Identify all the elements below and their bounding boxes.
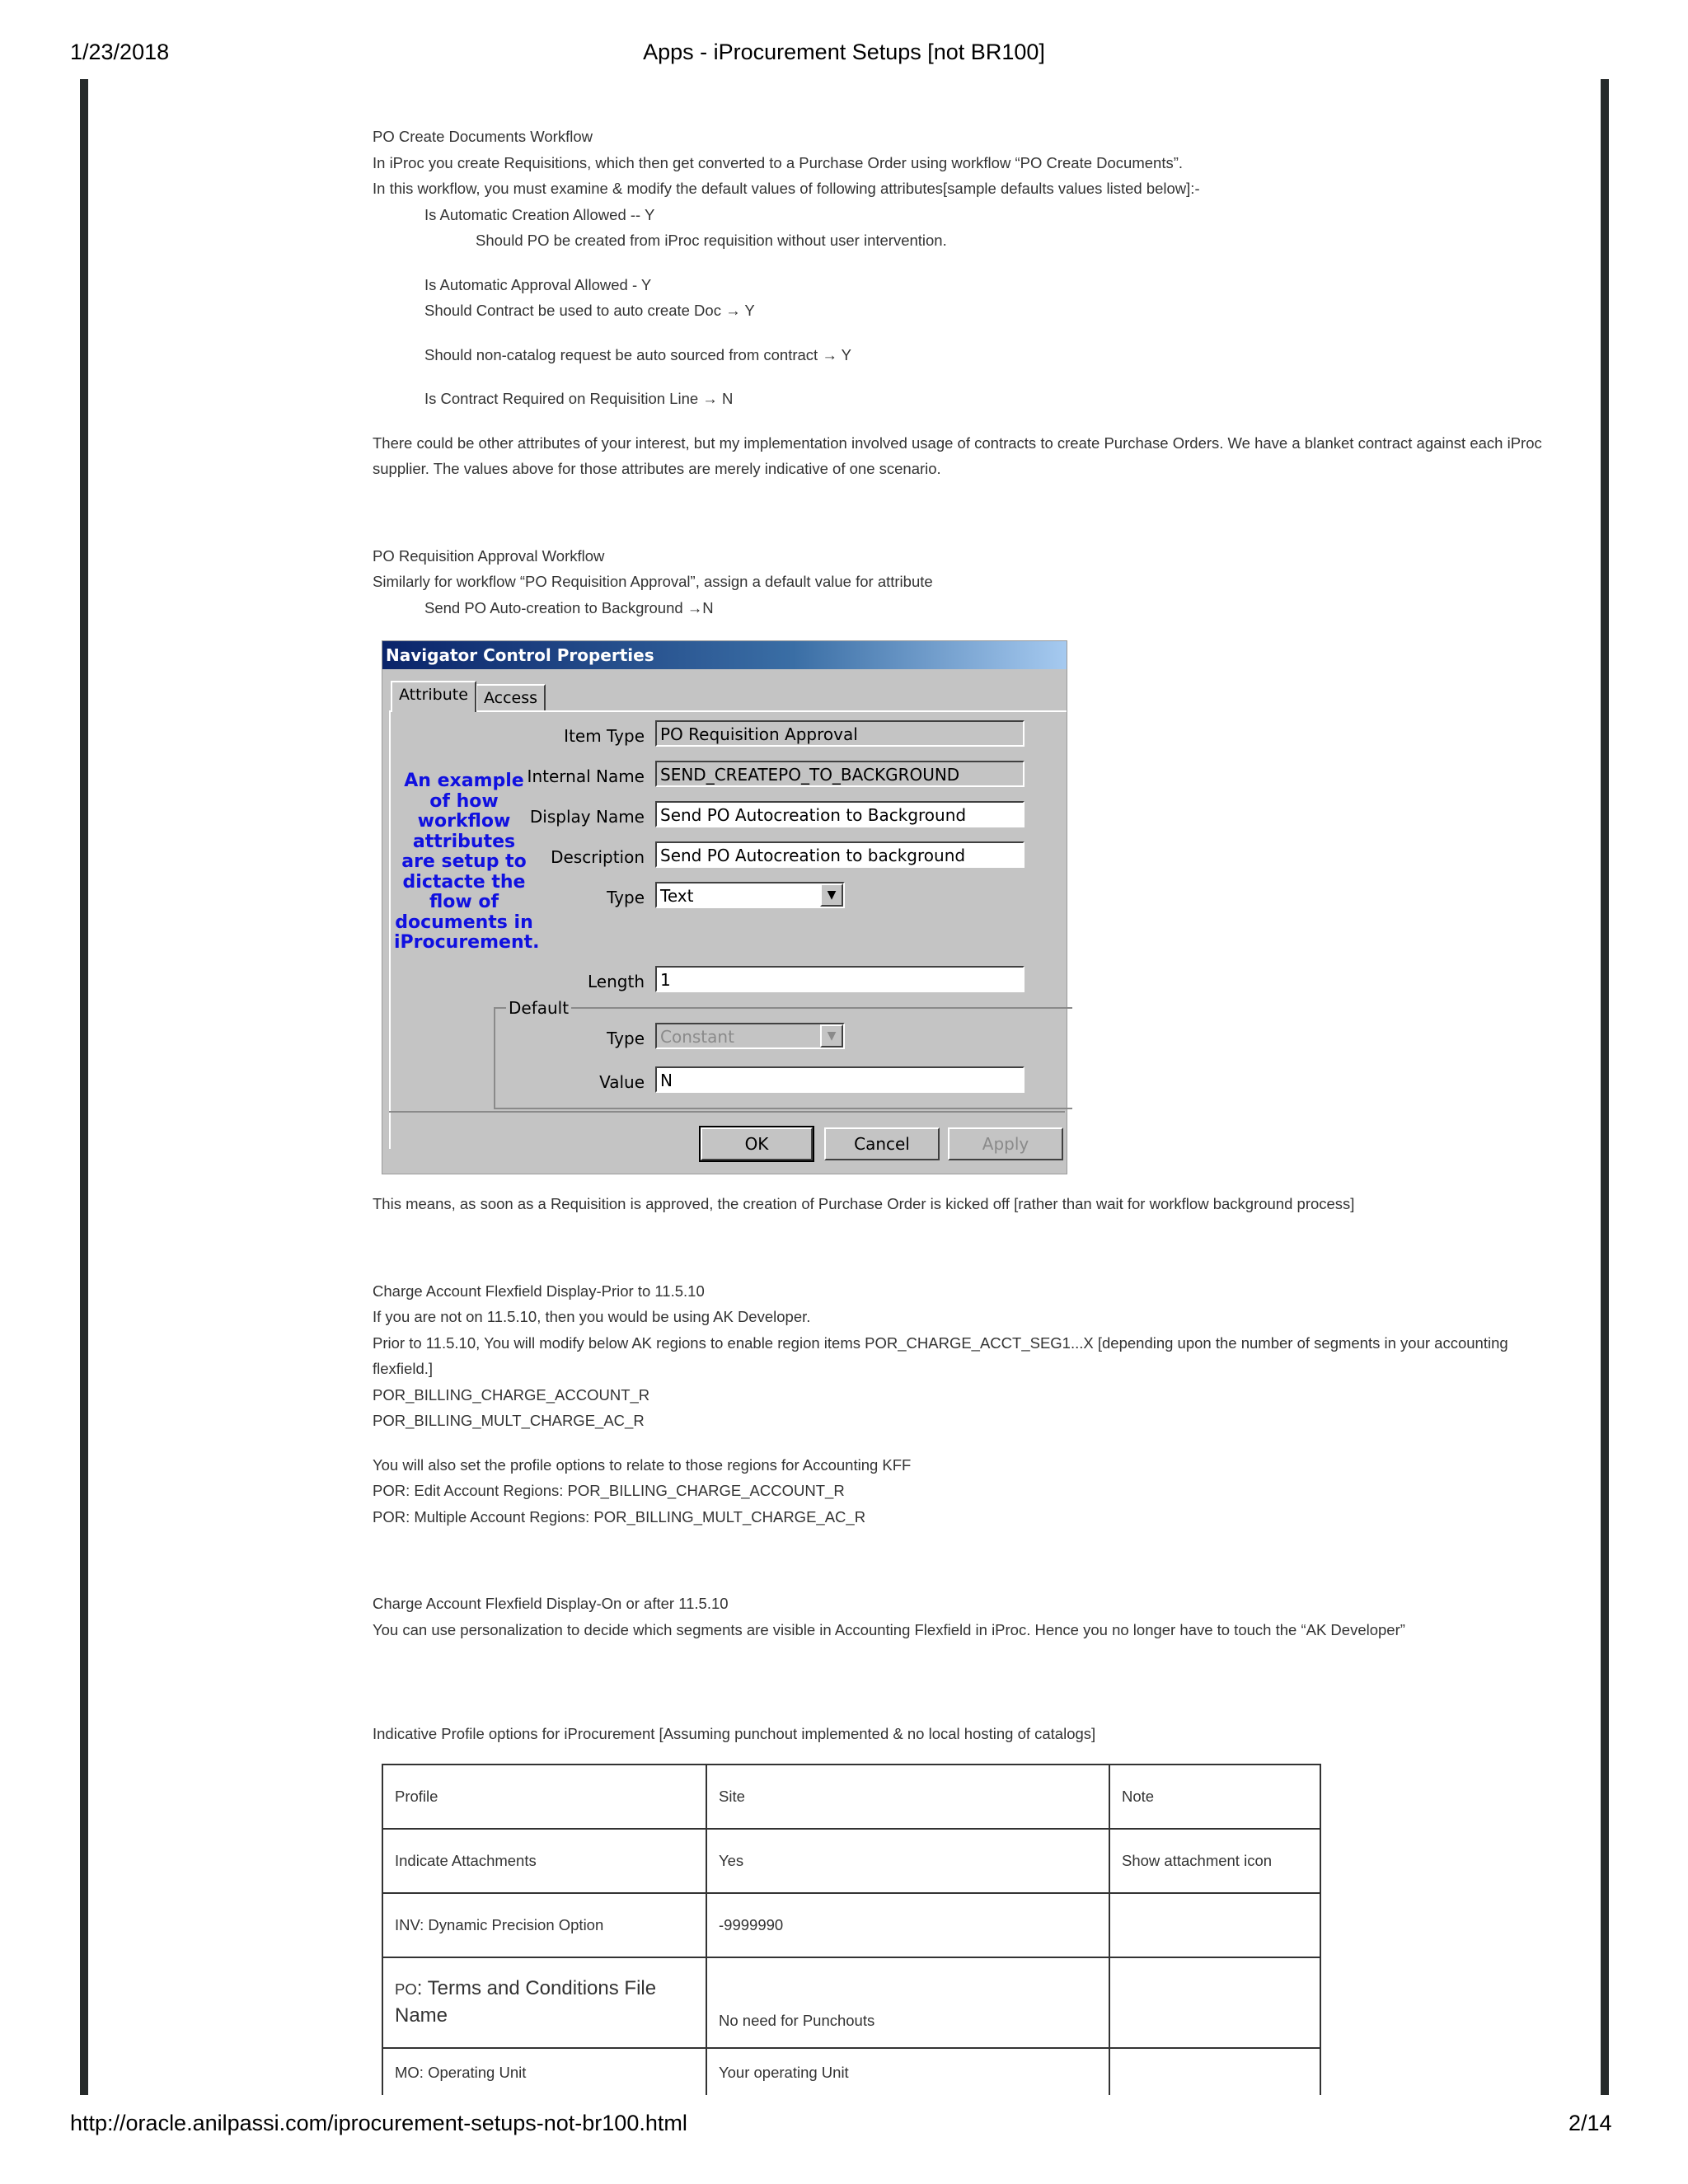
table-cell: Yes bbox=[706, 1829, 1109, 1893]
paragraph: This means, as soon as a Requisition is approved, the creation of Purchase Order is kicked off [rather than wait for workflow background process] bbox=[373, 1195, 1355, 1212]
profile-options-note: [Assuming punchout implemented & no local hosting of catalogs] bbox=[654, 1725, 1096, 1742]
internal-name-field[interactable]: SEND_CREATEPO_TO_BACKGROUND bbox=[655, 761, 1025, 787]
paragraph: Similarly for workflow “PO Requisition Approval”, assign a default value for attribute bbox=[373, 573, 933, 590]
default-group-label: Default bbox=[506, 996, 571, 1022]
default-value-label: Value bbox=[599, 1072, 645, 1092]
paragraph: Prior to 11.5.10, You will modify below AK regions to enable region items POR_CHARGE_ACCT_SEG1...X [depending upon the number of segments in your accounting flexfield.] bbox=[373, 1333, 1508, 1377]
table-cell: INV: Dynamic Precision Option bbox=[382, 1893, 706, 1957]
dialog-title: Navigator Control Properties bbox=[382, 641, 1067, 669]
table-cell: Indicate Attachments bbox=[382, 1829, 706, 1893]
section-heading-profile-options bbox=[373, 1721, 1543, 1747]
default-value-field[interactable]: N bbox=[655, 1066, 1025, 1093]
region-name: POR_BILLING_MULT_CHARGE_AC_R bbox=[373, 1412, 645, 1429]
section-heading-po-create-documents: PO Create Documents Workflow bbox=[373, 128, 593, 145]
table-row bbox=[382, 1829, 1320, 1893]
header-date: 1/23/2018 bbox=[70, 40, 170, 64]
paragraph: You can use personalization to decide which segments are visible in Accounting Flexfield in iProc. Hence you no longer have to touch the “AK Developer” bbox=[373, 1620, 1405, 1638]
attribute-line: Is Automatic Creation Allowed -- Y bbox=[424, 205, 655, 223]
attribute-note: Should PO be created from iProc requisition without user intervention. bbox=[476, 232, 947, 249]
tab-access[interactable]: Access bbox=[476, 684, 546, 710]
profile-prefix: PO bbox=[395, 1980, 417, 1998]
apply-button[interactable]: Apply bbox=[948, 1127, 1063, 1160]
table-header: Profile bbox=[382, 1765, 706, 1829]
table-cell bbox=[1109, 2048, 1320, 2097]
section-heading-po-requisition-approval: PO Requisition Approval Workflow bbox=[373, 546, 605, 565]
description-field[interactable]: Send PO Autocreation to background bbox=[655, 841, 1025, 868]
cancel-button[interactable]: Cancel bbox=[824, 1127, 940, 1160]
table-cell: Show attachment icon bbox=[1109, 1829, 1320, 1893]
article-content bbox=[373, 124, 1543, 2098]
table-row bbox=[382, 1893, 1320, 1957]
annotation-note: An example of how workflow attributes are setup to dictacte the flow of documents in iProcurement. bbox=[394, 771, 540, 953]
table-cell: -9999990 bbox=[706, 1893, 1109, 1957]
profile-options-table bbox=[382, 1764, 1321, 2098]
attribute-line: Should Contract be used to auto create Doc → Y bbox=[424, 302, 755, 319]
chevron-down-icon[interactable]: ▼ bbox=[820, 883, 843, 907]
header-title: Apps - iProcurement Setups [not BR100] bbox=[643, 40, 1045, 64]
section-heading-charge-account-prior: Charge Account Flexfield Display-Prior to 11.5.10 bbox=[373, 1282, 705, 1300]
attribute-line: Is Automatic Approval Allowed - Y bbox=[424, 275, 652, 293]
type-label: Type bbox=[607, 888, 645, 907]
description-label: Description bbox=[551, 847, 645, 867]
left-page-border bbox=[80, 79, 88, 2095]
table-cell: Your operating Unit bbox=[706, 2048, 1109, 2097]
chevron-down-icon[interactable]: ▼ bbox=[820, 1024, 843, 1047]
attribute-line: Is Contract Required on Requisition Line → N bbox=[424, 390, 734, 407]
table-cell bbox=[1109, 1957, 1320, 2048]
table-cell: MO: Operating Unit bbox=[382, 2048, 706, 2097]
paragraph: You will also set the profile options to relate to those regions for Accounting KFF bbox=[373, 1455, 912, 1474]
region-name: POR_BILLING_CHARGE_ACCOUNT_R bbox=[373, 1385, 650, 1404]
paragraph: There could be other attributes of your interest, but my implementation involved usage of contracts to create Purchase Orders. We have a blanket contract against each iProc supplier. The values above for those attributes are merely indicative of one scenario. bbox=[373, 434, 1542, 477]
display-name-field[interactable]: Send PO Autocreation to Background bbox=[655, 801, 1025, 827]
profile-options-heading: Indicative Profile options for iProcurement bbox=[373, 1725, 655, 1742]
table-cell: No need for Punchouts bbox=[706, 1957, 1109, 2048]
internal-name-label: Internal Name bbox=[527, 766, 645, 786]
navigator-control-properties-dialog bbox=[382, 640, 1067, 1174]
attribute-line: Send PO Auto-creation to Background →N bbox=[424, 598, 714, 616]
default-type-label: Type bbox=[607, 1029, 645, 1048]
type-select-value: Text bbox=[660, 886, 694, 906]
paragraph: In iProc you create Requisitions, which then get converted to a Purchase Order using workflow “PO Create Documents”. bbox=[373, 153, 1184, 171]
table-row bbox=[382, 1957, 1320, 2048]
type-select[interactable] bbox=[655, 882, 845, 908]
table-header: Site bbox=[706, 1765, 1109, 1829]
ok-button[interactable]: OK bbox=[701, 1127, 813, 1160]
table-header: Note bbox=[1109, 1765, 1320, 1829]
tab-attribute[interactable]: Attribute bbox=[391, 681, 476, 712]
divider bbox=[389, 1111, 1065, 1113]
table-header-row bbox=[382, 1765, 1320, 1829]
default-type-select-value: Constant bbox=[660, 1027, 734, 1047]
paragraph: POR: Multiple Account Regions: POR_BILLING_MULT_CHARGE_AC_R bbox=[373, 1507, 866, 1526]
display-name-label: Display Name bbox=[529, 807, 645, 827]
footer-url[interactable]: http://oracle.anilpassi.com/iprocurement-setups-not-br100.html bbox=[70, 2111, 687, 2135]
profile-name: : Terms and Conditions File Name bbox=[395, 1977, 657, 2027]
item-type-label: Item Type bbox=[564, 726, 645, 746]
table-cell bbox=[382, 1957, 706, 2048]
paragraph: In this workflow, you must examine & modify the default values of following attributes[sample defaults values listed below]:- bbox=[373, 180, 1200, 197]
section-heading-charge-account-after: Charge Account Flexfield Display-On or after 11.5.10 bbox=[373, 1595, 729, 1612]
paragraph: If you are not on 11.5.10, then you would be using AK Developer. bbox=[373, 1308, 811, 1325]
table-cell bbox=[1109, 1893, 1320, 1957]
attribute-line: Should non-catalog request be auto sourced from contract → Y bbox=[424, 345, 851, 363]
length-label: Length bbox=[588, 972, 645, 991]
right-page-border bbox=[1601, 79, 1609, 2095]
paragraph: POR: Edit Account Regions: POR_BILLING_CHARGE_ACCOUNT_R bbox=[373, 1482, 845, 1499]
length-field[interactable]: 1 bbox=[655, 966, 1025, 992]
table-row bbox=[382, 2048, 1320, 2097]
item-type-field[interactable]: PO Requisition Approval bbox=[655, 720, 1025, 747]
default-type-select[interactable] bbox=[655, 1023, 845, 1049]
footer-page-number: 2/14 bbox=[1568, 2111, 1612, 2135]
